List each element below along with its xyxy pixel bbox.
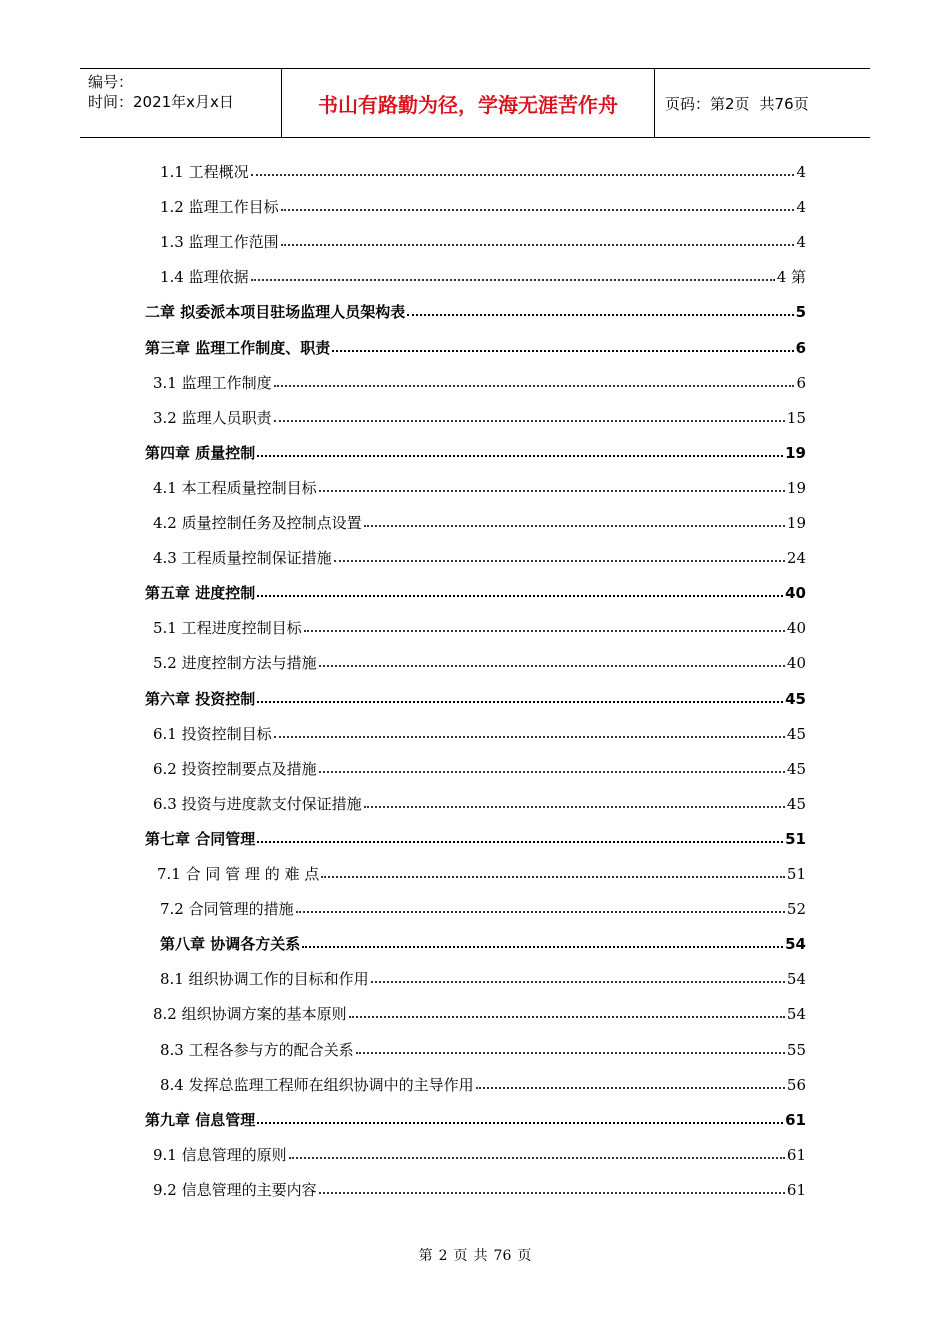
toc-dot-leader — [349, 1015, 785, 1018]
toc-dot-leader — [289, 1156, 785, 1159]
toc-dot-leader — [257, 594, 783, 597]
toc-dot-leader — [334, 559, 785, 562]
toc-entry-title: 第三章 监理工作制度、职责 — [145, 338, 331, 357]
toc-entry-title: 第九章 信息管理 — [145, 1110, 256, 1129]
toc-entry[interactable] — [145, 685, 806, 709]
toc-entry[interactable] — [160, 228, 806, 252]
toc-entry[interactable] — [160, 1036, 806, 1060]
toc-dot-leader — [407, 313, 793, 316]
toc-dot-leader — [332, 349, 793, 352]
header-meta — [80, 69, 282, 137]
toc-entry-title: 8.4 发挥总监理工程师在组织协调中的主导作用 — [160, 1075, 474, 1094]
toc-entry-page: 51 — [786, 865, 806, 883]
toc-entry-title: 8.1 组织协调工作的目标和作用 — [160, 970, 369, 989]
toc-entry[interactable] — [160, 193, 806, 217]
toc-entry-page: 19 — [786, 478, 806, 497]
document-time-label: 时间：2021年x月x日 — [88, 93, 234, 111]
toc-dot-leader — [257, 1121, 783, 1124]
toc-entry[interactable] — [160, 930, 806, 954]
header-page-label: 页码：第2页 — [665, 94, 750, 113]
toc-entry[interactable] — [153, 790, 806, 814]
toc-entry[interactable] — [145, 1106, 806, 1130]
toc-entry-page: 45 — [786, 724, 806, 743]
toc-entry[interactable] — [145, 334, 806, 358]
toc-dot-leader — [371, 980, 785, 983]
toc-entry-page: 5 — [795, 303, 806, 322]
toc-entry[interactable] — [153, 614, 806, 638]
document-header — [80, 68, 870, 138]
toc-dot-leader — [274, 384, 795, 387]
toc-dot-leader — [304, 629, 785, 632]
toc-dot-leader — [281, 208, 795, 211]
toc-entry[interactable] — [145, 825, 806, 849]
toc-entry-title: 7.1 合 同 管 理 的 难 点 — [157, 865, 320, 883]
footer-total-pages: 76 — [493, 1248, 512, 1264]
toc-entry-page: 54 — [785, 935, 806, 954]
toc-dot-leader — [364, 805, 785, 808]
toc-entry-page: 45 — [786, 759, 806, 778]
toc-entry[interactable] — [153, 544, 806, 568]
footer-page-number: 2 — [438, 1248, 448, 1264]
toc-entry-title: 4.1 本工程质量控制目标 — [153, 478, 317, 497]
toc-entry[interactable] — [153, 509, 806, 533]
toc-entry-title: 1.4 监理依据 — [160, 268, 249, 287]
toc-entry-page: 51 — [785, 829, 806, 848]
toc-dot-leader — [319, 1191, 785, 1194]
toc-entry-title: 4.3 工程质量控制保证措施 — [153, 549, 332, 568]
toc-entry-title: 第五章 进度控制 — [145, 584, 256, 603]
footer-page-unit: 页 — [453, 1248, 468, 1264]
toc-entry-title: 3.1 监理工作制度 — [153, 373, 272, 392]
toc-entry-title: 3.2 监理人员职责 — [153, 408, 272, 427]
toc-entry-page: 61 — [786, 1180, 806, 1199]
toc-entry[interactable] — [160, 895, 806, 919]
toc-entry-page: 15 — [786, 408, 806, 427]
toc-entry-page: 54 — [786, 970, 806, 989]
footer-suffix: 页 — [517, 1248, 532, 1264]
toc-entry[interactable] — [153, 1141, 806, 1165]
toc-entry-page: 55 — [786, 1040, 806, 1059]
toc-entry[interactable] — [145, 439, 806, 463]
toc-entry-page: 54 — [786, 1005, 806, 1024]
toc-dot-leader — [476, 1086, 785, 1089]
toc-entry[interactable] — [153, 404, 806, 428]
toc-entry-page: 6 — [796, 373, 806, 392]
toc-entry-page: 61 — [786, 1145, 806, 1164]
toc-entry-title: 7.2 合同管理的措施 — [160, 900, 294, 919]
toc-dot-leader — [251, 173, 795, 176]
toc-entry[interactable] — [160, 965, 806, 989]
toc-entry-page: 45 — [785, 689, 806, 708]
toc-entry[interactable] — [153, 720, 806, 744]
toc-entry[interactable] — [160, 1071, 806, 1095]
toc-entry-title: 6.2 投资控制要点及措施 — [153, 759, 317, 778]
toc-dot-leader — [319, 664, 785, 667]
header-slogan: 书山有路勤为径，学海无涯苦作舟 — [282, 69, 655, 137]
toc-dot-leader — [321, 875, 785, 878]
toc-entry-page: 40 — [786, 654, 806, 673]
toc-dot-leader — [274, 735, 785, 738]
toc-dot-leader — [319, 489, 785, 492]
toc-entry-title: 6.1 投资控制目标 — [153, 724, 272, 743]
toc-dot-leader — [281, 243, 795, 246]
toc-entry-title: 1.2 监理工作目标 — [160, 198, 279, 217]
toc-dot-leader — [364, 524, 785, 527]
toc-entry-title: 第七章 合同管理 — [145, 829, 256, 848]
toc-entry-page: 6 — [795, 338, 806, 357]
toc-entry-title: 第四章 质量控制 — [145, 443, 256, 462]
document-number-label: 编号： — [88, 73, 134, 91]
toc-entry-page: 4 — [796, 198, 806, 217]
toc-entry-page: 61 — [785, 1110, 806, 1129]
toc-entry-title: 8.2 组织协调方案的基本原则 — [153, 1005, 347, 1024]
toc-entry-title: 1.1 工程概况 — [160, 163, 249, 181]
toc-entry[interactable] — [153, 474, 806, 498]
toc-dot-leader — [257, 840, 783, 843]
toc-entry-title: 6.3 投资与进度款支付保证措施 — [153, 794, 362, 813]
footer-prefix: 第 — [418, 1248, 433, 1264]
header-page-info — [655, 69, 870, 137]
toc-entry[interactable] — [153, 649, 806, 673]
toc-entry-title: 1.3 监理工作范围 — [160, 233, 279, 252]
toc-entry[interactable] — [153, 1000, 806, 1024]
toc-entry-page: 4 — [796, 233, 806, 252]
toc-dot-leader — [251, 278, 775, 281]
toc-entry-title: 第八章 协调各方关系 — [160, 935, 301, 954]
toc-dot-leader — [257, 454, 783, 457]
toc-entry[interactable] — [160, 263, 806, 287]
footer-total-prefix: 共 — [473, 1248, 488, 1264]
header-total-label: 共76页 — [759, 94, 809, 113]
toc-entry[interactable] — [160, 158, 806, 182]
toc-entry-title: 9.2 信息管理的主要内容 — [153, 1180, 317, 1199]
toc-entry[interactable] — [153, 1176, 806, 1200]
toc-entry[interactable] — [153, 755, 806, 779]
toc-entry-title: 9.1 信息管理的原则 — [153, 1145, 287, 1164]
toc-dot-leader — [296, 910, 785, 913]
toc-entry[interactable] — [145, 579, 806, 603]
toc-entry-page: 40 — [786, 619, 806, 638]
toc-entry-title: 5.2 进度控制方法与措施 — [153, 654, 317, 673]
toc-entry-page: 45 — [786, 794, 806, 813]
toc-dot-leader — [274, 419, 785, 422]
toc-dot-leader — [319, 770, 785, 773]
toc-entry-title: 第六章 投资控制 — [145, 689, 256, 708]
toc-entry[interactable] — [153, 369, 806, 393]
toc-dot-leader — [356, 1051, 785, 1054]
toc-entry-page: 19 — [786, 514, 806, 532]
toc-entry-page: 40 — [785, 584, 806, 603]
toc-entry-page: 24 — [786, 549, 806, 568]
toc-entry-page: 52 — [786, 900, 806, 919]
toc-dot-leader — [257, 700, 783, 703]
page-footer — [0, 1245, 950, 1265]
toc-entry-page: 56 — [786, 1075, 806, 1094]
toc-entry-page: 4 — [796, 163, 806, 181]
toc-entry-title: 5.1 工程进度控制目标 — [153, 619, 302, 638]
toc-entry[interactable] — [145, 298, 806, 322]
toc-dot-leader — [302, 945, 783, 948]
toc-entry-title: 4.2 质量控制任务及控制点设置 — [153, 514, 362, 532]
toc-entry-page: 19 — [785, 443, 806, 462]
toc-entry-title: 8.3 工程各参与方的配合关系 — [160, 1040, 354, 1059]
toc-entry-page: 4 第 — [776, 268, 806, 287]
toc-entry[interactable] — [157, 860, 806, 884]
toc-entry-title: 二章 拟委派本项目驻场监理人员架构表 — [145, 303, 406, 322]
